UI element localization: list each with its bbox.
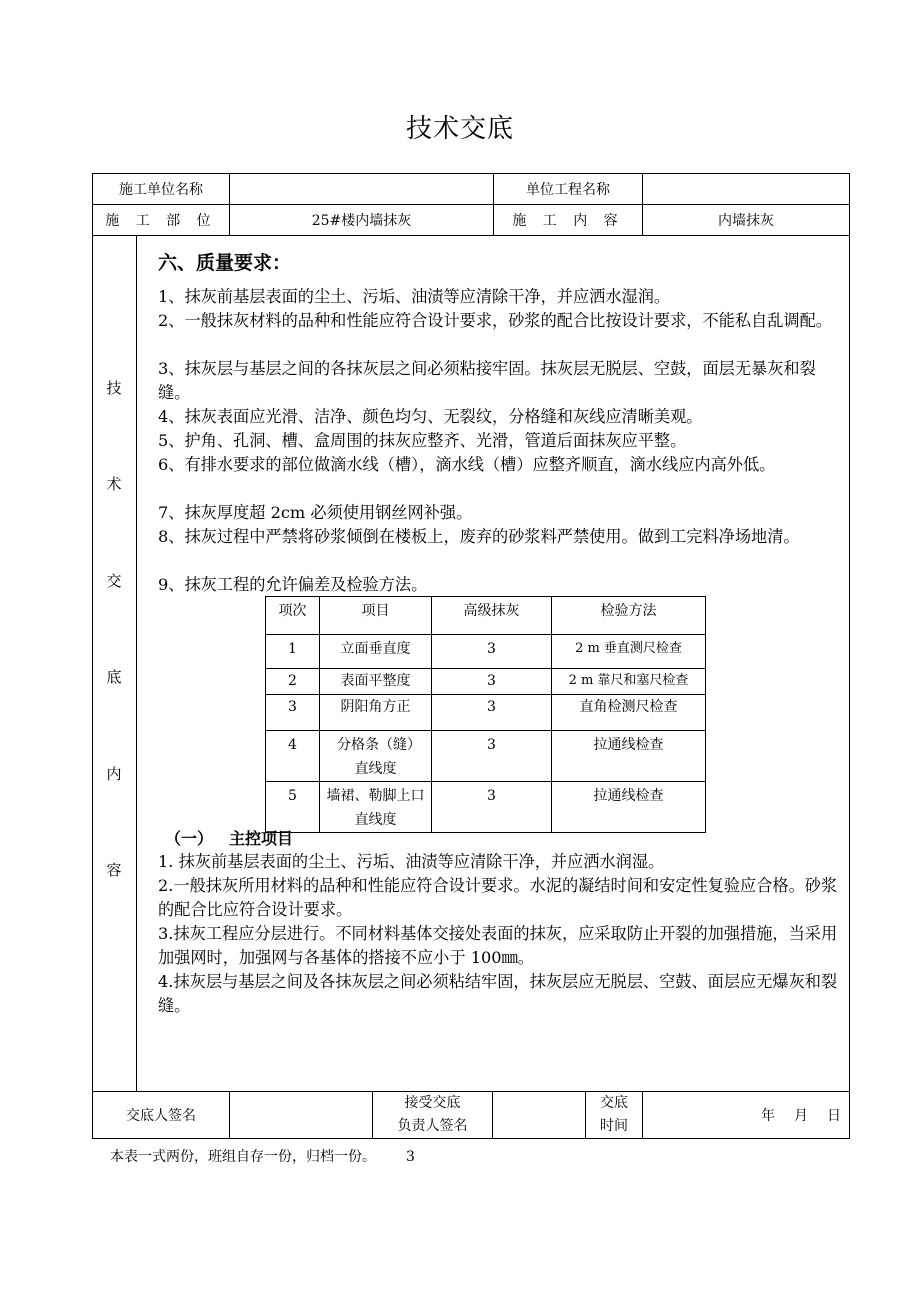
table-cell-value: 3 bbox=[432, 695, 552, 731]
main-control-item: 1. 抹灰前基层表面的尘土、污垢、油渍等应清除干净，并应洒水润湿。 bbox=[158, 852, 665, 871]
main-control-item: 3.抹灰工程应分层进行。不同材料基体交接处表面的抹灰，应采取防止开裂的加强措施，当采用加强网时，加强网与各基体的搭接不应小于 100㎜。 bbox=[158, 924, 838, 967]
main-control-item: 2.一般抹灰所用材料的品种和性能应符合设计要求。水泥的凝结时间和安定性复验应合格。砂浆的配合比应符合设计要求。 bbox=[158, 876, 838, 919]
table-cell-method: 2 m 靠尺和塞尺检查 bbox=[552, 669, 706, 695]
receiver-label-line: 负责人签名 bbox=[397, 1118, 468, 1134]
table-header-cell: 高级抹灰 bbox=[432, 597, 552, 635]
requirement-item: 4、抹灰表面应光滑、洁净、颜色均匀、无裂纹，分格缝和灰线应清晰美观。 bbox=[158, 407, 703, 426]
receiver-label bbox=[373, 1092, 492, 1138]
table-cell-item: 表面平整度 bbox=[320, 669, 432, 695]
table-header-cell: 检验方法 bbox=[552, 597, 706, 635]
table-cell-method: 2 m 垂直测尺检查 bbox=[552, 635, 706, 669]
project-value[interactable] bbox=[643, 174, 849, 204]
table-cell-no: 1 bbox=[266, 635, 320, 669]
table-cell-value: 3 bbox=[432, 731, 552, 782]
side-label-char: 交 bbox=[106, 572, 122, 590]
date-field[interactable] bbox=[643, 1092, 849, 1138]
table-header-cell: 项次 bbox=[266, 597, 320, 635]
issuer-label: 交底人签名 bbox=[126, 1108, 196, 1124]
main-control-item: 4.抹灰层与基层之间及各抹灰层之间必须粘结牢固，抹灰层应无脱层、空鼓、面层应无爆灰和裂缝。 bbox=[158, 972, 838, 1015]
time-label-line: 交底 bbox=[600, 1095, 628, 1111]
table-row bbox=[266, 669, 706, 695]
table-cell-item: 分格条（缝）直线度 bbox=[320, 731, 432, 782]
subsection-number: （一） bbox=[165, 829, 214, 848]
table-cell-value: 3 bbox=[432, 782, 552, 833]
requirement-item: 1、抹灰前基层表面的尘土、污垢、油渍等应清除干净，并应洒水湿润。 bbox=[158, 287, 671, 306]
table-cell-no: 2 bbox=[266, 669, 320, 695]
requirement-item: 8、抹灰过程中严禁将砂浆倾倒在楼板上，废弃的砂浆料严禁使用。做到工完料净场地清。 bbox=[158, 527, 800, 546]
date-month: 月 bbox=[794, 1108, 808, 1124]
table-cell-method: 直角检测尺检查 bbox=[552, 695, 706, 731]
side-label-char: 容 bbox=[106, 861, 122, 879]
issuer-signature[interactable] bbox=[230, 1092, 372, 1138]
page-number: 3 bbox=[406, 1149, 415, 1165]
table-row bbox=[266, 695, 706, 731]
project-label: 单位工程名称 bbox=[526, 182, 610, 198]
side-label-char: 底 bbox=[106, 668, 122, 686]
content-value[interactable]: 内墙抹灰 bbox=[718, 213, 774, 229]
table-cell-no: 5 bbox=[266, 782, 320, 833]
content-label: 施 工 内 容 bbox=[512, 213, 624, 229]
table-cell-item: 阴阳角方正 bbox=[320, 695, 432, 731]
receiver-signature[interactable] bbox=[493, 1092, 585, 1138]
table-header-row bbox=[266, 597, 706, 635]
side-divider bbox=[136, 235, 137, 1091]
time-label bbox=[586, 1092, 642, 1138]
document-title: 技术交底 bbox=[405, 114, 514, 144]
side-label-char: 内 bbox=[106, 765, 122, 783]
table-row bbox=[266, 782, 706, 833]
table-header-cell: 项目 bbox=[320, 597, 432, 635]
table-cell-item: 墙裙、勒脚上口直线度 bbox=[320, 782, 432, 833]
receiver-label-line: 接受交底 bbox=[404, 1095, 461, 1111]
footnote-text: 本表一式两份，班组自存一份，归档一份。 bbox=[110, 1149, 376, 1165]
table-cell-item: 立面垂直度 bbox=[320, 635, 432, 669]
requirement-item: 5、护角、孔洞、槽、盒周围的抹灰应整齐、光滑，管道后面抹灰应平整。 bbox=[158, 431, 687, 450]
requirement-item: 9、抹灰工程的允许偏差及检验方法。 bbox=[158, 575, 428, 594]
date-day: 日 bbox=[827, 1108, 841, 1124]
table-row bbox=[266, 731, 706, 782]
tolerance-table bbox=[265, 596, 706, 833]
footnote bbox=[110, 1146, 415, 1166]
unit-label: 施工单位名称 bbox=[119, 182, 203, 198]
side-label-char: 技 bbox=[106, 379, 122, 397]
time-label-line: 时间 bbox=[600, 1118, 628, 1134]
unit-value[interactable] bbox=[230, 174, 493, 204]
location-value[interactable]: 25#楼内墙抹灰 bbox=[311, 213, 412, 229]
side-label-char: 术 bbox=[106, 475, 122, 493]
table-cell-method: 拉通线检查 bbox=[552, 782, 706, 833]
subsection-title: 主控项目 bbox=[229, 829, 294, 848]
table-cell-method: 拉通线检查 bbox=[552, 731, 706, 782]
section-heading: 六、质量要求： bbox=[158, 252, 292, 274]
table-cell-value: 3 bbox=[432, 635, 552, 669]
table-cell-value: 3 bbox=[432, 669, 552, 695]
requirement-item: 3、抹灰层与基层之间的各抹灰层之间必须粘接牢固。抹灰层无脱层、空鼓，面层无暴灰和裂缝。 bbox=[158, 359, 816, 402]
table-cell-no: 3 bbox=[266, 695, 320, 731]
requirement-item: 2、一般抹灰材料的品种和性能应符合设计要求，砂浆的配合比按设计要求，不能私自乱调配。 bbox=[158, 311, 832, 330]
table-cell-no: 4 bbox=[266, 731, 320, 782]
requirement-item: 6、有排水要求的部位做滴水线（槽），滴水线（槽）应整齐顺直，滴水线应内高外低。 bbox=[158, 455, 776, 474]
requirement-item: 7、抹灰厚度超 2cm 必须使用钢丝网补强。 bbox=[158, 503, 473, 522]
date-year: 年 bbox=[761, 1108, 775, 1124]
location-label: 施 工 部 位 bbox=[105, 213, 217, 229]
subsection-heading bbox=[165, 826, 293, 849]
table-row bbox=[266, 635, 706, 669]
row-divider bbox=[92, 235, 850, 236]
